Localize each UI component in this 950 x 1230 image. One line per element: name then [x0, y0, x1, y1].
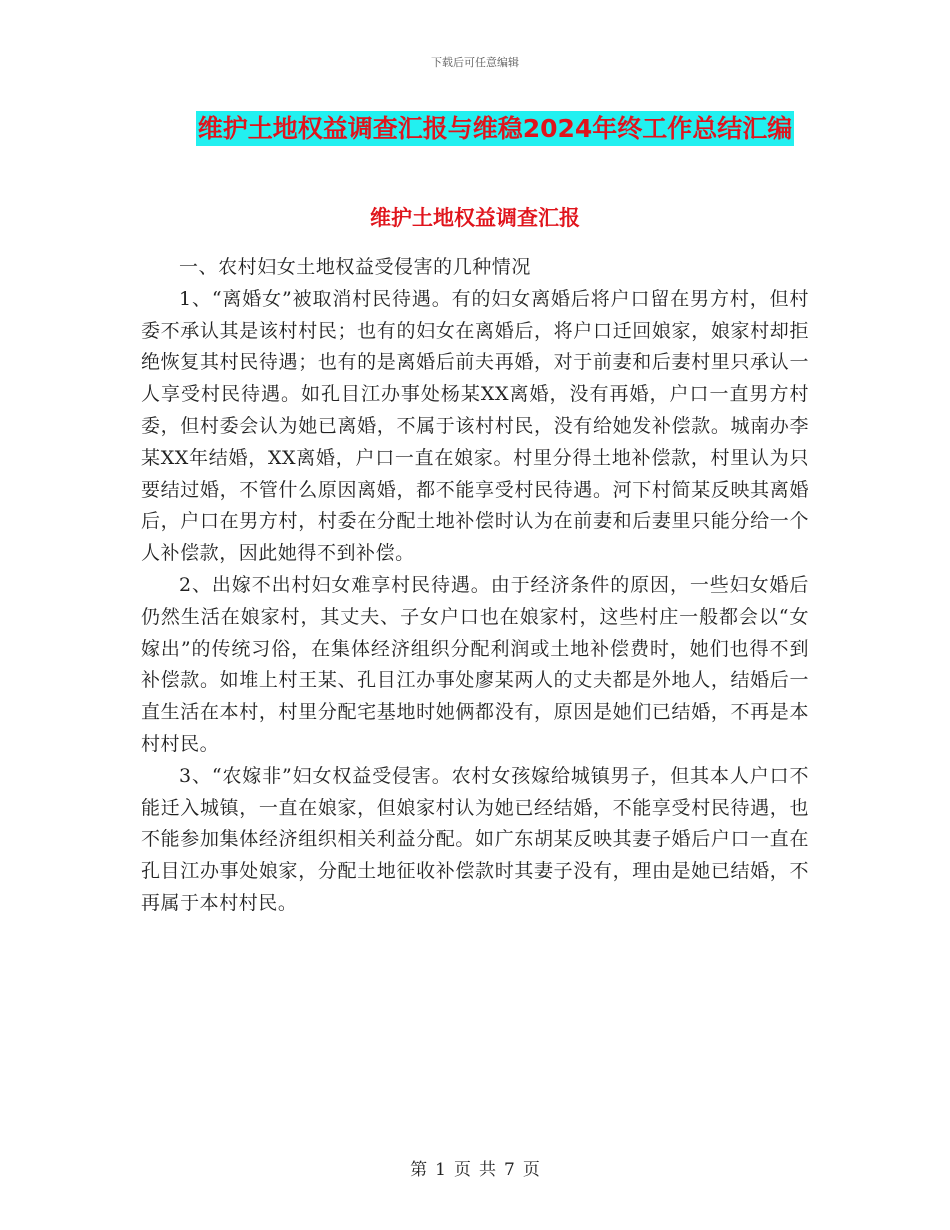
- page-header-note: 下载后可任意编辑: [431, 56, 519, 69]
- section-title: 维护土地权益调查汇报: [370, 206, 580, 230]
- document-body: [141, 252, 809, 920]
- footer-total-label: 共: [479, 1160, 496, 1180]
- paragraph-1: 1、“离婚女”被取消村民待遇。有的妇女离婚后将户口留在男方村，但村委不承认其是该村村民；也有的妇女在离婚后，将户口迁回娘家，娘家村却拒绝恢复其村民待遇；也有的是离婚后前夫再婚，对于前妻和后妻村里只承认一人享受村民待遇。如孔目江办事处杨某XX离婚，没有再婚，户口一直男方村委，但村委会认为她已离婚，不属于该村村民，没有给她发补偿款。城南办李某XX年结婚，XX离婚，户口一直在娘家。村里分得土地补偿款，村里认为只要结过婚，不管什么原因离婚，都不能享受村民待遇。河下村简某反映其离婚后，户口在男方村，村委在分配土地补偿时认为在前妻和后妻里只能分给一个人补偿款，因此她得不到补偿。: [141, 287, 809, 565]
- footer-page-label: 页: [454, 1160, 471, 1180]
- footer-prefix: 第: [410, 1160, 428, 1180]
- footer-page-number: 1: [435, 1160, 446, 1180]
- main-title: 维护土地权益调查汇报与维稳2024年终工作总结汇编: [196, 111, 795, 146]
- section-heading: 一、农村妇女土地权益受侵害的几种情况: [179, 256, 531, 278]
- page-footer: [0, 1155, 950, 1180]
- paragraph-3: 3、“农嫁非”妇女权益受侵害。农村女孩嫁给城镇男子，但其本人户口不能迁入城镇，一直在娘家，但娘家村认为她已经结婚，不能享受村民待遇，也不能参加集体经济组织相关利益分配。如广东胡某反映其妻子婚后户口一直在孔目江办事处娘家，分配土地征收补偿款时其妻子没有，理由是她已结婚，不再属于本村村民。: [141, 764, 809, 914]
- paragraph-2: 2、出嫁不出村妇女难享村民待遇。由于经济条件的原因，一些妇女婚后仍然生活在娘家村，其丈夫、子女户口也在娘家村，这些村庄一般都会以“女嫁出”的传统习俗，在集体经济组织分配利润或土地补偿费时，她们也得不到补偿款。如堆上村王某、孔目江办事处廖某两人的丈夫都是外地人，结婚后一直生活在本村，村里分配宅基地时她俩都没有，原因是她们已结婚，不再是本村村民。: [141, 573, 809, 755]
- main-title-container: [0, 111, 950, 146]
- footer-total-pages: 7: [504, 1160, 515, 1180]
- footer-suffix: 页: [522, 1160, 540, 1180]
